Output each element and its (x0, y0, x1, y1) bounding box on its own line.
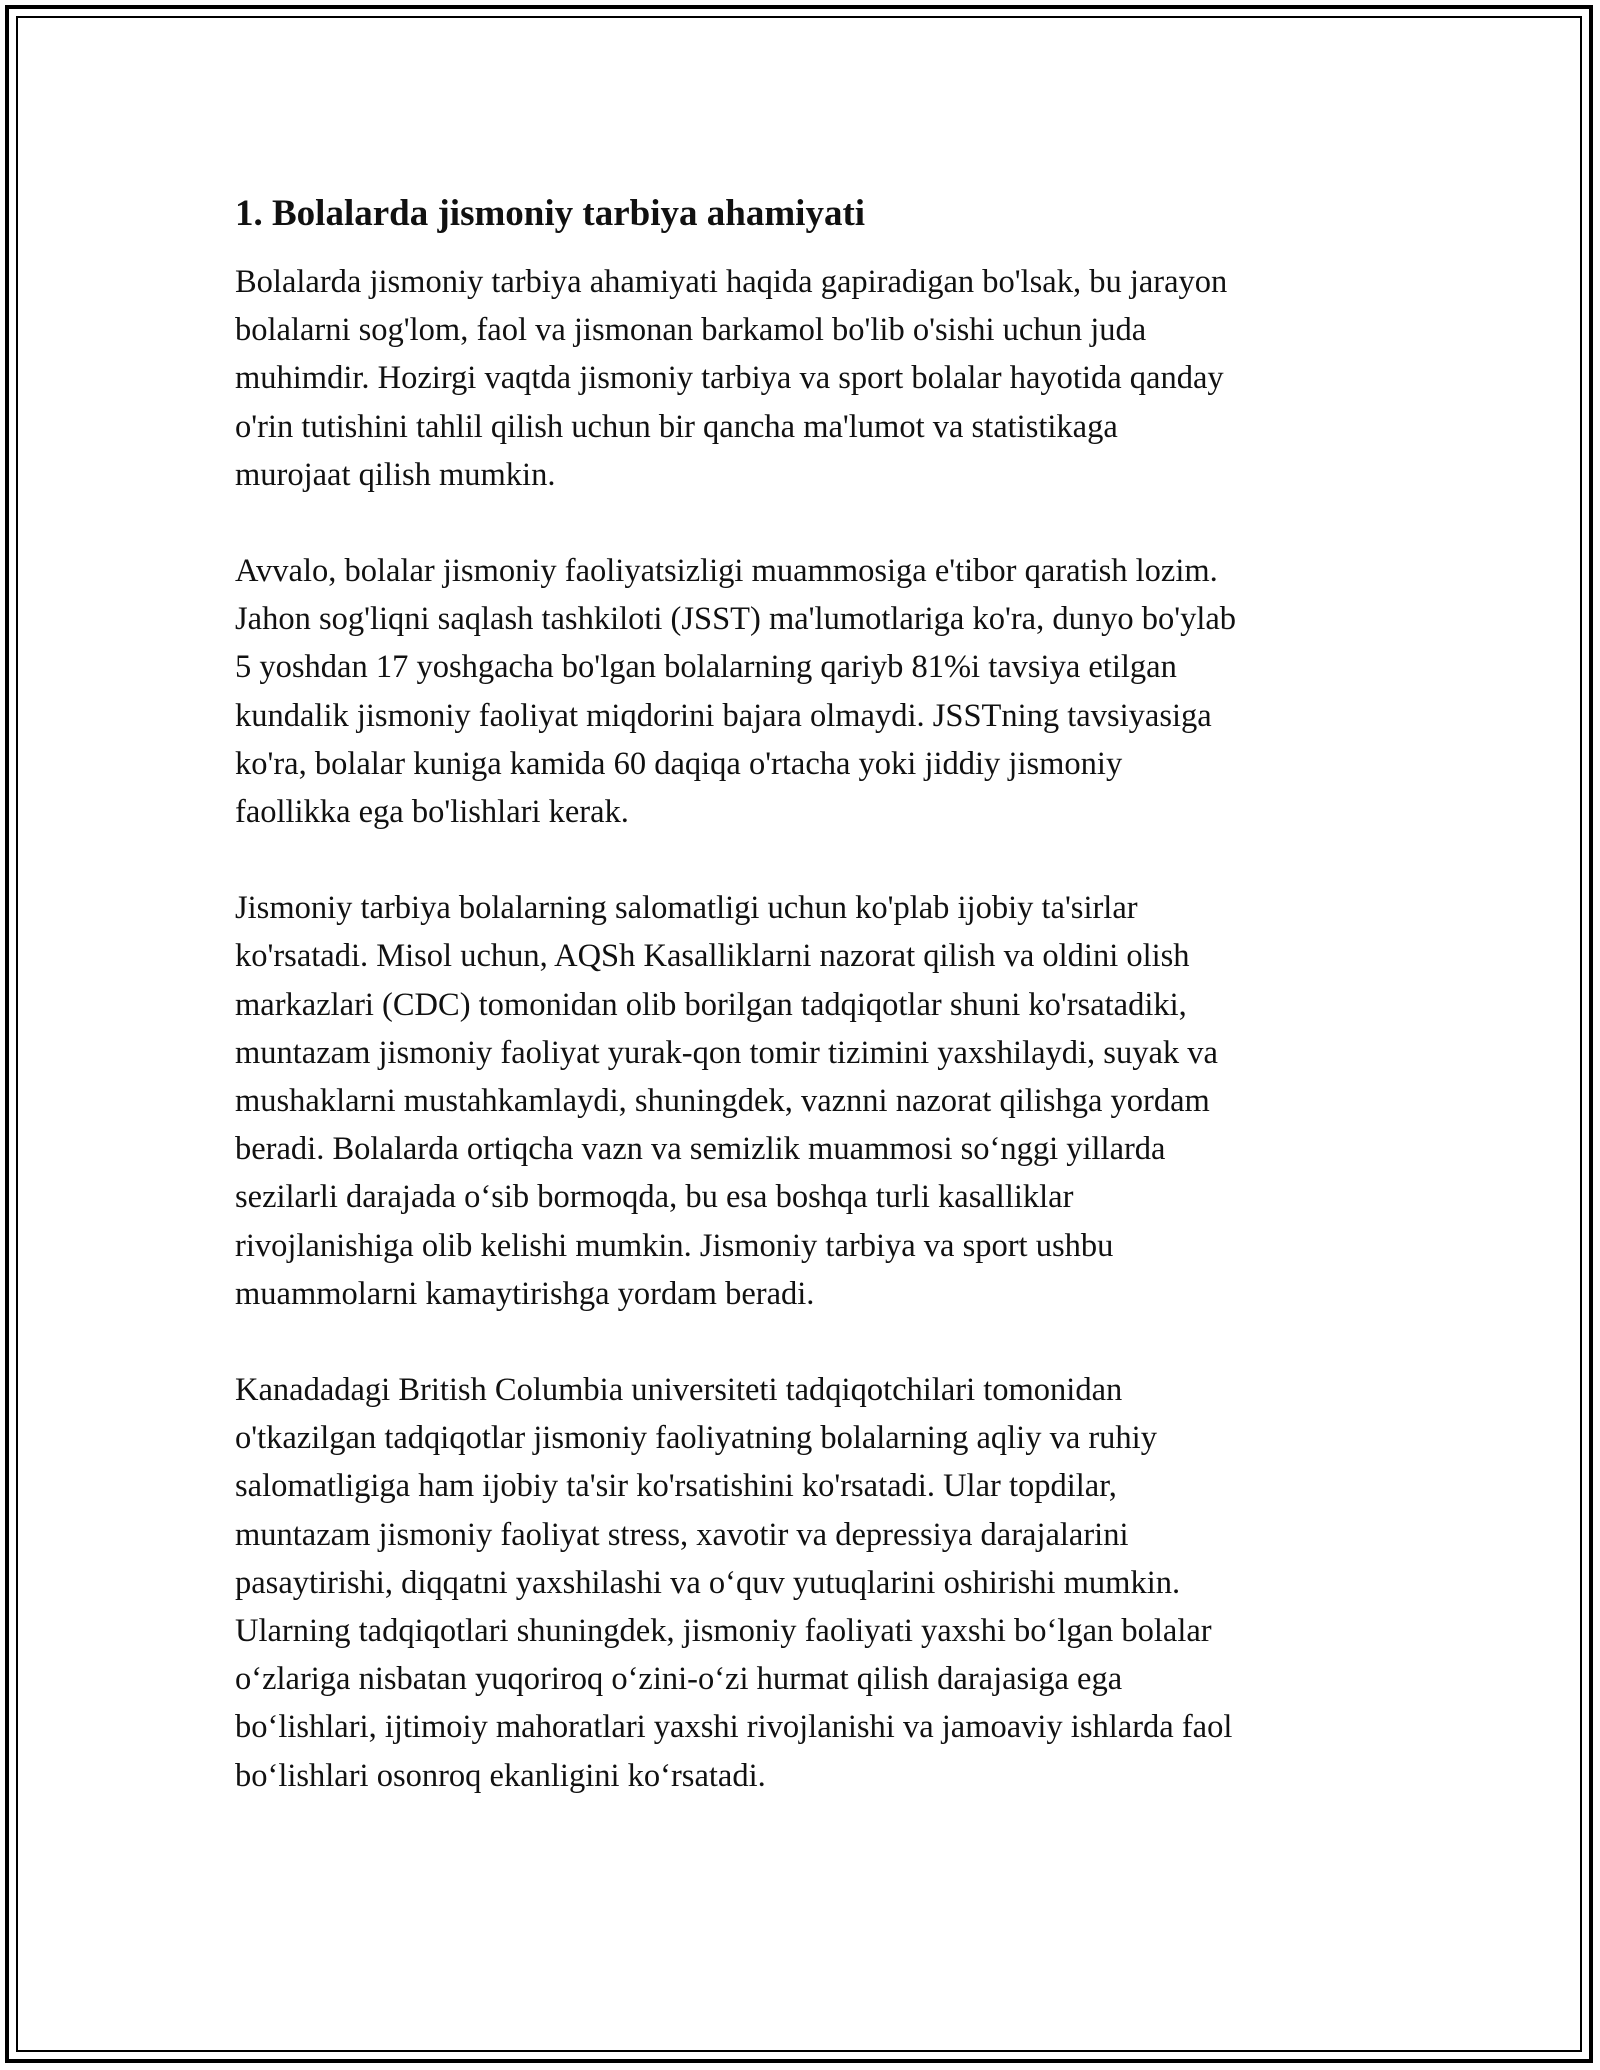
paragraph-1: Bolalarda jismoniy tarbiya ahamiyati haqida gapiradigan bo'lsak, bu jarayon bolalarni sog'lom, faol va jismonan barkamol bo'lib o'sishi uchun juda muhimdir. Hozirgi vaqtda jismoniy tarbiya va sport bolalar hayotida qanday o'rin tutishini tahlil qilish uchun bir qancha ma'lumot va statistikaga murojaat qilish mumkin. (235, 264, 1228, 493)
paragraph-4: Kanadadagi British Columbia universiteti tadqiqotchilari tomonidan o'tkazilgan tadqiqotlar jismoniy faoliyatning bolalarning aqliy va ruhiy salomatligiga ham ijobiy ta'sir ko'rsatishini ko'rsatadi. Ular topdilar, muntazam jismoniy faoliyat stress, xavotir va depressiya darajalarini pasaytirishi, diqqatni yaxshilashi va o‘quv yutuqlarini oshirishi mumkin. Ularning tadqiqotlari shuningdek, jismoniy faoliyati yaxshi bo‘lgan bolalar o‘zlariga nisbatan yuqoriroq o‘zini-o‘zi hurmat qilish darajasiga ega bo‘lishlari, ijtimoiy mahoratlari yaxshi rivojlanishi va jamoaviy ishlarda faol bo‘lishlari osonroq ekanligini ko‘rsatadi. (235, 1372, 1233, 1794)
section-heading: 1. Bolalarda jismoniy tarbiya ahamiyati (235, 193, 866, 234)
document-body (235, 186, 1375, 1848)
paragraph-2: Avvalo, bolalar jismoniy faoliyatsizligi muammosiga e'tibor qaratish lozim. Jahon sog'liqni saqlash tashkiloti (JSST) ma'lumotlariga ko'ra, dunyo bo'ylab 5 yoshdan 17 yoshgacha bo'lgan bolalarning qariyb 81%i tavsiya etilgan kundalik jismoniy faoliyat miqdorini bajara olmaydi. JSSTning tavsiyasiga ko'ra, bolalar kuniga kamida 60 daqiqa o'rtacha yoki jiddiy jismoniy faollikka ega bo'lishlari kerak. (235, 553, 1237, 831)
paragraph-3: Jismoniy tarbiya bolalarning salomatligi uchun ko'plab ijobiy ta'sirlar ko'rsatadi. Misol uchun, AQSh Kasalliklarni nazorat qilish va oldini olish markazlari (CDC) tomonidan olib borilgan tadqiqotlar shuni ko'rsatadiki, muntazam jismoniy faoliyat yurak-qon tomir tizimini yaxshilaydi, suyak va mushaklarni mustahkamlaydi, shuningdek, vaznni nazorat qilishga yordam beradi. Bolalarda ortiqcha vazn va semizlik muammosi so‘nggi yillarda sezilarli darajada o‘sib bormoqda, bu esa boshqa turli kasalliklar rivojlanishiga olib kelishi mumkin. Jismoniy tarbiya va sport ushbu muammolarni kamaytirishga yordam beradi. (235, 890, 1218, 1312)
